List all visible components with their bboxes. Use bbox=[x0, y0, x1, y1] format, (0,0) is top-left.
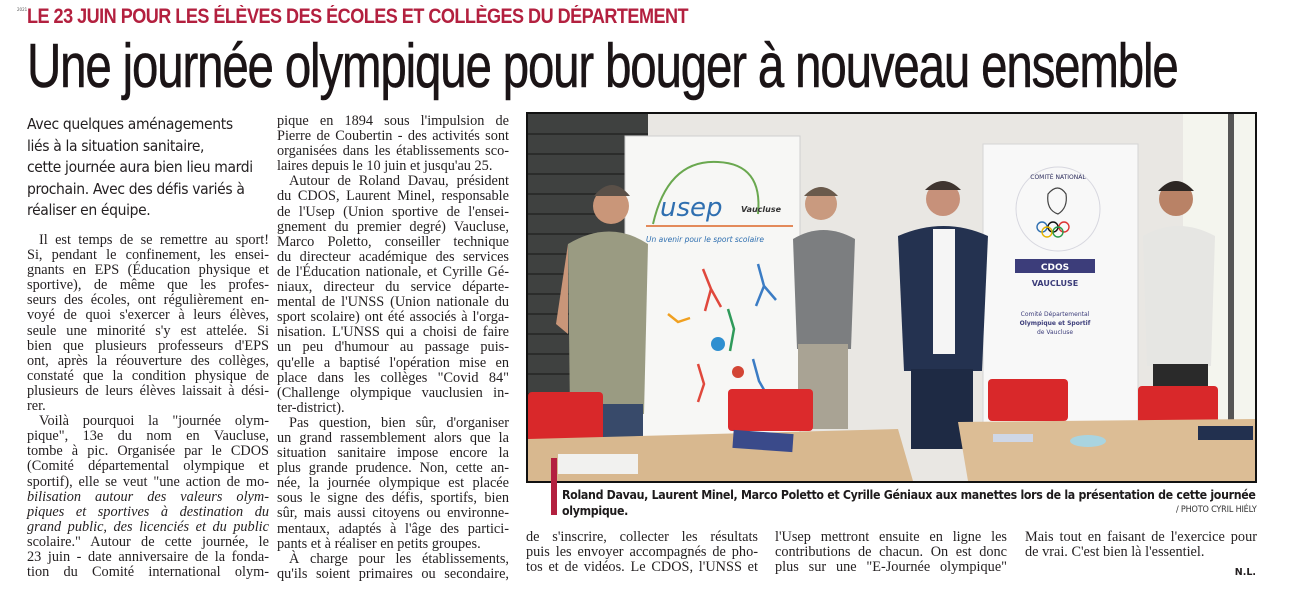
svg-text:Comité Départemental: Comité Départemental bbox=[1020, 311, 1090, 318]
caption-line: olympique. bbox=[562, 504, 628, 518]
body-column-1 bbox=[27, 233, 269, 580]
kicker: LE 23 JUIN POUR LES ÉLÈVES DES ÉCOLES ET COLLÈGES DU DÉPARTEMENT bbox=[27, 5, 689, 28]
text-line: voyé de quoi s'exercer à leurs élèves, bbox=[27, 307, 269, 324]
text-line: puis les envoyer accompagnés de pho- bbox=[526, 544, 758, 561]
text-line: qu'ils soient primaires ou secondaire, bbox=[277, 565, 509, 582]
text-line: de l'Usep (Union sportive de l'ensei- bbox=[277, 203, 509, 220]
text-line: seule une minorité s'y est attelée. Si bbox=[27, 322, 269, 339]
svg-text:Un avenir pour le sport scolai: Un avenir pour le sport scolaire bbox=[646, 235, 764, 244]
text-line: un grand rassemblement alors que la bbox=[277, 429, 509, 446]
text-line: sport scolaire) ont été associés à l'orga- bbox=[277, 309, 509, 326]
text-line: pants et à réaliser en petits groupes. bbox=[277, 535, 481, 552]
photo-illustration bbox=[528, 114, 1255, 481]
quote-line: grand public, des licenciés et du public bbox=[27, 518, 269, 535]
text-line: un peu d'humour au passage puis- bbox=[277, 339, 509, 356]
text-line: tos et de vidéos. Le CDOS, l'UNSS et bbox=[526, 559, 758, 576]
text-line: tion du Comité international olym- bbox=[27, 564, 269, 581]
text-line: laires depuis le 10 juin et jusqu'au 25. bbox=[277, 158, 493, 175]
body-column-5 bbox=[1025, 530, 1257, 560]
text-line: organisées dans les établissements sco- bbox=[277, 143, 509, 160]
text-line: plusieurs de leurs élèves laissait à dési- bbox=[27, 382, 269, 399]
text-line: tombe à pic. Organisée par le CDOS bbox=[27, 443, 269, 460]
svg-text:usep: usep bbox=[660, 193, 723, 223]
text-line: sous le signe des défis, sportifs, bien bbox=[277, 490, 509, 507]
text-line: (Challenge olympique vauclusien in- bbox=[277, 384, 509, 401]
text-line: constaté que la condition physique de bbox=[27, 367, 269, 384]
body-column-4 bbox=[775, 530, 1007, 575]
text-line: sûr, mais aussi citoyens ou environne- bbox=[277, 505, 509, 522]
text-line: seurs des écoles, ont régulièrement en- bbox=[27, 292, 269, 309]
text-line: gnement du premier degré) Vaucluse, bbox=[277, 218, 509, 235]
text-line: rer. bbox=[27, 398, 46, 415]
quote-line: bilisation autour des valeurs olym- bbox=[27, 488, 269, 505]
text-line: sportif), elle se veut "une action de mo- bbox=[27, 473, 269, 490]
svg-text:CDOS: CDOS bbox=[1040, 263, 1070, 273]
text-line: mentaux, adaptés à l'âge des partici- bbox=[277, 520, 509, 537]
text-line: plus sur une "E-Journée olympique" bbox=[775, 559, 1007, 576]
text-line: (Comité départemental olympique et bbox=[27, 458, 269, 475]
text-line: qu'elle a baptisé l'opération mise en bbox=[277, 354, 509, 371]
svg-text:Vaucluse: Vaucluse bbox=[741, 205, 782, 214]
text-line: place dans les collèges "Covid 84" bbox=[277, 369, 509, 386]
chapo-line: liés à la situation sanitaire, bbox=[27, 136, 205, 155]
svg-text:de Vaucluse: de Vaucluse bbox=[1036, 329, 1074, 336]
text-line: gnants en EPS (Éducation physique et bbox=[27, 262, 269, 279]
page-marker: 2021 bbox=[17, 7, 28, 12]
text-line: Pas question, bien sûr, d'organiser bbox=[289, 414, 509, 431]
text-line: contributions de chacun. On est donc bbox=[775, 544, 1007, 561]
text-line: mental de l'UNSS (Union nationale du bbox=[277, 294, 509, 311]
text-line: pique", 13e du nom en Vaucluse, bbox=[27, 428, 269, 445]
text-line: Si, pendant le confinement, les ensei- bbox=[27, 247, 269, 264]
text-line: de l'Éducation nationale, et Cyrille Gé- bbox=[277, 263, 509, 280]
text-line: de vrai. C'est bien là l'essentiel. bbox=[1025, 544, 1205, 561]
text-line: Autour de Roland Davau, président bbox=[289, 173, 509, 190]
svg-text:COMITÉ NATIONAL: COMITÉ NATIONAL bbox=[1030, 174, 1086, 181]
quote-line: piques et sportives à destination du bbox=[27, 503, 269, 520]
text-line: scolaire." Autour de cette journée, le bbox=[27, 533, 269, 550]
text-line: née, la journée olympique est placée bbox=[277, 475, 509, 492]
text-line: Pierre de Coubertin - des activités sont bbox=[277, 128, 509, 145]
article-photo bbox=[526, 112, 1257, 483]
text-line: pique en 1894 sous l'impulsion de bbox=[277, 113, 509, 129]
text-line: de s'inscrire, collecter les résultats bbox=[526, 529, 758, 545]
text-line: sportive), de même que les profes- bbox=[27, 277, 269, 294]
text-line: À charge pour les établissements, bbox=[289, 550, 509, 567]
text-line: l'Usep mettront ensuite en ligne les bbox=[775, 529, 1007, 545]
caption-line: Roland Davau, Laurent Minel, Marco Poletto et Cyrille Géniaux aux manettes lors de la présentation de cette journée bbox=[562, 488, 1256, 502]
text-line: ter-district). bbox=[277, 399, 345, 416]
svg-text:VAUCLUSE: VAUCLUSE bbox=[1031, 279, 1079, 288]
svg-text:Olympique et Sportif: Olympique et Sportif bbox=[1019, 320, 1091, 327]
text-line: bien que plusieurs professeurs d'EPS bbox=[27, 337, 269, 354]
chapo-line: Avec quelques aménagements bbox=[27, 115, 233, 133]
text-line: niaux, directeur du service départe- bbox=[277, 279, 509, 296]
photo-credit: / PHOTO CYRIL HIÉLY bbox=[1176, 505, 1257, 515]
text-line: Il est temps de se remettre au sport! bbox=[39, 232, 269, 248]
text-line: plus grande prudence. Non, cette an- bbox=[277, 460, 509, 477]
photo-caption bbox=[562, 487, 1262, 519]
author-signature: N.L. bbox=[1234, 567, 1256, 578]
text-line: Marco Poletto, conseiller technique bbox=[277, 233, 509, 250]
caption-accent-bar bbox=[551, 458, 557, 515]
text-line: du directeur académique des services bbox=[277, 248, 509, 265]
chapo-line: réaliser en équipe. bbox=[27, 201, 151, 220]
text-line: du CDOS, Laurent Minel, responsable bbox=[277, 188, 509, 205]
text-line: Mais tout en faisant de l'exercice pour bbox=[1025, 529, 1257, 545]
headline: Une journée olympique pour bouger à nouveau ensemble bbox=[27, 32, 1178, 101]
body-column-3 bbox=[526, 530, 758, 575]
text-line: 23 juin - date anniversaire de la fonda- bbox=[27, 548, 269, 565]
body-column-2 bbox=[277, 114, 509, 582]
chapo bbox=[27, 114, 267, 222]
chapo-line: cette journée aura bien lieu mardi bbox=[27, 158, 253, 177]
text-line: Voilà pourquoi la "journée olym- bbox=[39, 413, 269, 430]
text-line: ont, après la réouverture des collèges, bbox=[27, 352, 269, 369]
chapo-line: prochain. Avec des défis variés à bbox=[27, 179, 245, 198]
text-line: nisation. L'UNSS qui a choisi de faire bbox=[277, 324, 509, 341]
text-line: situation sanitaire impose encore la bbox=[277, 445, 509, 462]
